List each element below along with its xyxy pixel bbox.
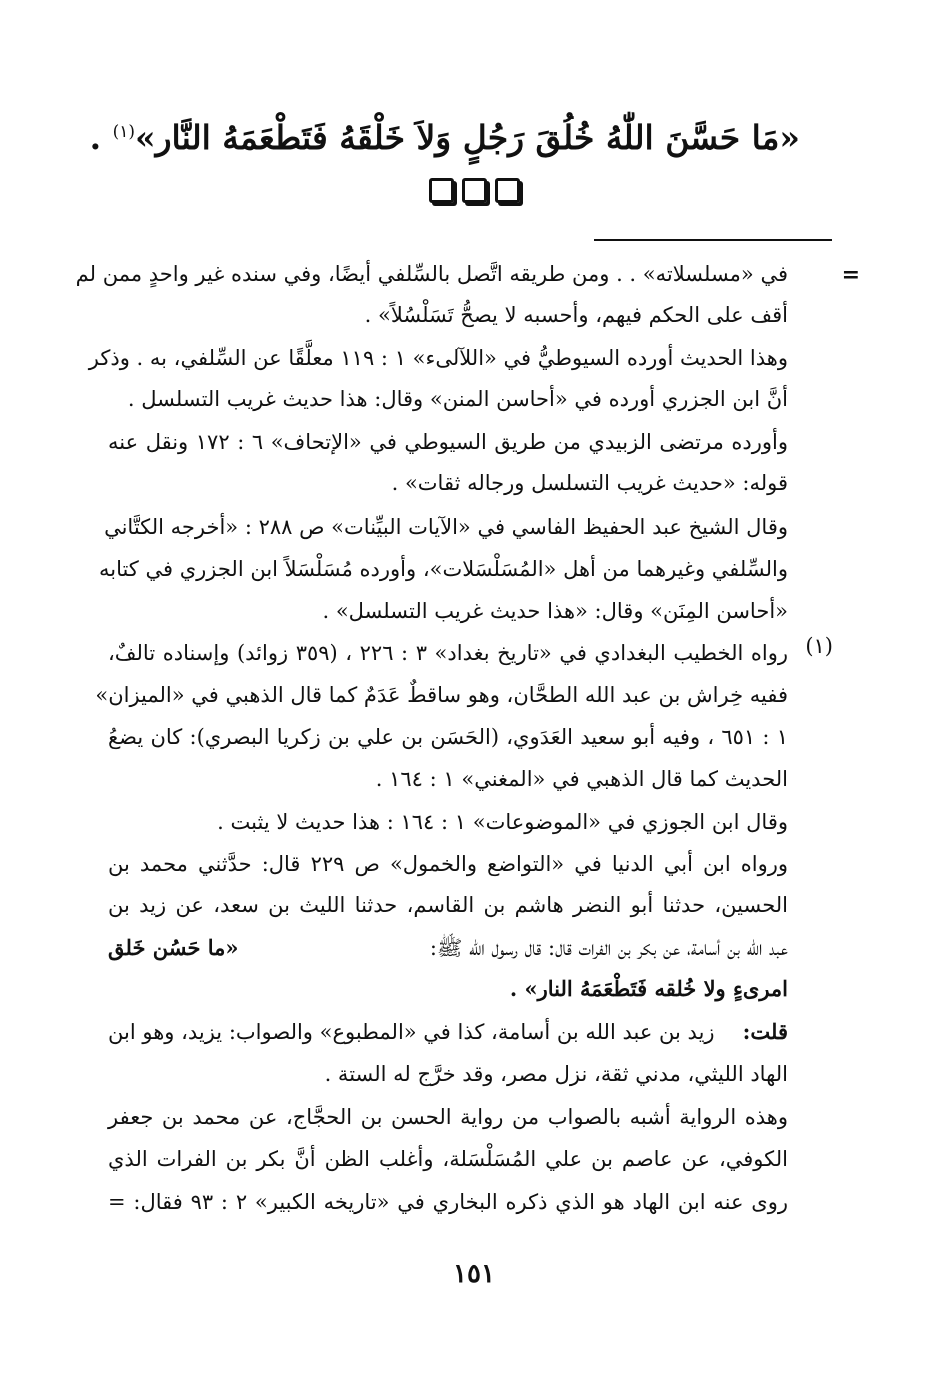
- footnote-ref: (١): [112, 122, 135, 142]
- footnote-line: [108, 1013, 788, 1051]
- qult-label: قلت:: [742, 1019, 788, 1044]
- footnote-line: أقف على الحكم فيهم، وأحسبه لا يصحُّ تَسَلْسُلاً» .: [364, 303, 788, 327]
- footnote-line: الحديث كما قال الذهبي في «المغني» ١ : ١٦٤ .: [375, 767, 788, 791]
- separator-square-icon: [495, 178, 520, 203]
- page-number: ١٥١: [453, 1259, 495, 1289]
- footnote-line: ١ : ٦٥١ ، وفيه أبو سعيد العَدَوي، (الحَسَن بن علي بن زكريا البصري): كان يضعُ: [108, 725, 788, 749]
- footnote-line: أنَّ ابن الجزري أورده في «أحاسن المنن» وقال: هذا حديث غريب التسلسل .: [127, 387, 788, 411]
- bold-quote: «ما حَسُن خَلق: [108, 935, 239, 960]
- hadith-text: «مَا حَسَّنَ اللّٰهُ خُلُقَ رَجُلٍ وَلاَ خَلْقَهُ فَتَطْعَمَهُ النَّار»: [135, 118, 800, 157]
- footnote-line: وأورده مرتضى الزبيدي من طريق السيوطي في «الإتحاف» ٦ : ١٧٢ ونقل عنه: [108, 430, 788, 454]
- footnote-line: وقال الشيخ عبد الحفيظ الفاسي في «الآيات البيِّنات» ص ٢٨٨ : «أخرجه الكتَّاني: [104, 515, 788, 539]
- footnote-line: ففيه خِراش بن عبد الله الطحَّان، وهو ساقطٌ عَدَمٌ كما قال الذهبي في «الميزان»: [95, 683, 788, 707]
- footnote-line: امرىءٍ ولا خُلقه فَتَطْعَمَهُ النار» .: [509, 976, 788, 1001]
- footnote-line: قوله: «حديث غريب التسلسل ورجاله ثقات» .: [391, 471, 788, 495]
- section-separator: [0, 178, 948, 203]
- footnote-line: والسِّلفي وغيرهما من أهل «المُسَلْسَلات»، وأورده مُسَلْسَلاً ابن الجزري في كتابه: [98, 557, 788, 581]
- footnote-number: (١): [805, 634, 833, 658]
- hadith-title: [89, 108, 800, 162]
- line-text: عبد الله بن أسامة، عن بكر بن الفرات قال: قال رسول الله ﷺ:: [429, 936, 788, 960]
- footnote-line: [108, 929, 788, 967]
- footnote-line: وهذه الرواية أشبه بالصواب من رواية الحسن بن الحجَّاج، عن محمد بن جعفر: [108, 1105, 788, 1129]
- separator-square-icon: [429, 178, 454, 203]
- footnote-line: الحسين، حدثنا أبو النضر هاشم بن القاسم، حدثنا الليث بن سعد، عن زيد بن: [108, 893, 788, 917]
- footnote-line: رواه الخطيب البغدادي في «تاريخ بغداد» ٣ : ٢٢٦ ، (٣٥٩ زوائد) وإسناده تالفٌ،: [108, 641, 788, 665]
- footnote-line: روى عنه ابن الهاد هو الذي ذكره البخاري في «تاريخه الكبير» ٢ : ٩٣ فقال: =: [108, 1190, 788, 1214]
- footnote-rule: [594, 239, 832, 241]
- separator-square-icon: [462, 178, 487, 203]
- footnote-line: ورواه ابن أبي الدنيا في «التواضع والخمول» ص ٢٢٩ قال: حدَّثني محمد بن: [108, 852, 788, 876]
- footnote-line: وقال ابن الجوزي في «الموضوعات» ١ : ١٦٤ : هذا حديث لا يثبت .: [217, 810, 788, 834]
- title-end: .: [89, 118, 113, 157]
- footnote-line: وهذا الحديث أورده السيوطيُّ في «اللآلىء» ١ : ١١٩ معلَّقًا عن السِّلفي، به . وذكر: [88, 346, 788, 370]
- footnote-line: «أحاسن المِنَن» وقال: «هذا حديث غريب التسلسل» .: [322, 599, 788, 623]
- continuation-mark: =: [841, 262, 860, 288]
- footnote-line: في «مسلسلاته» . . ومن طريقه اتَّصل بالسِّلفي أيضًا، وفي سنده غير واحدٍ ممن لم: [75, 262, 788, 286]
- footnote-line: الكوفي، عن عاصم بن علي المُسَلْسَلة، وأغلب الظن أنَّ بكر بن الفرات الذي: [108, 1147, 788, 1171]
- footnote-line: الهاد الليثي، مدني ثقة، نزل مصر، وقد خرَّج له الستة .: [324, 1062, 788, 1086]
- line-text: زيد بن عبد الله بن أسامة، كذا في «المطبوع» والصواب: يزيد، وهو ابن: [108, 1020, 715, 1044]
